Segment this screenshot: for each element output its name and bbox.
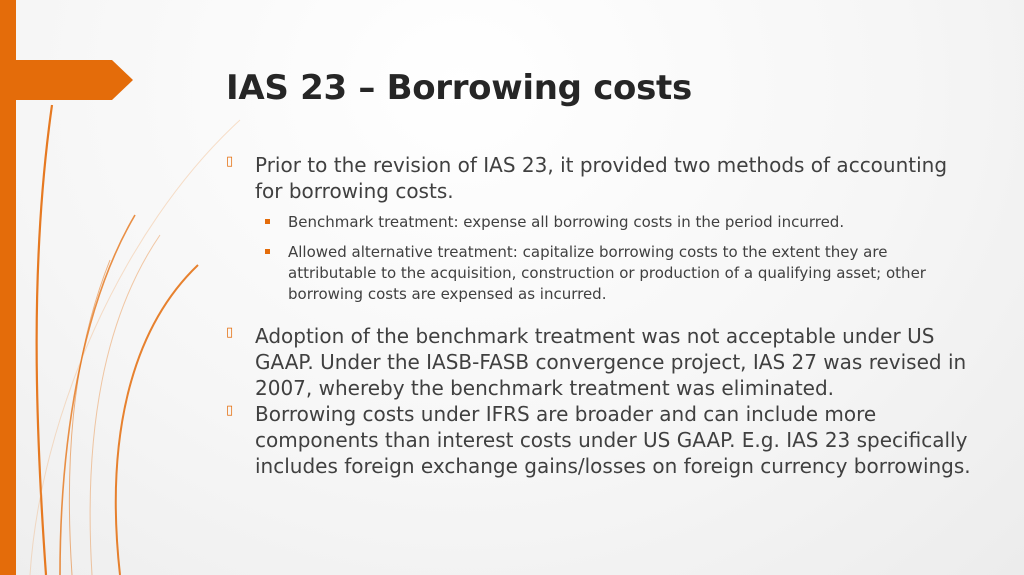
decor-curve-6	[69, 260, 110, 575]
open-box-icon: ▯	[226, 403, 234, 418]
bullet-item	[226, 323, 971, 401]
slide-title: IAS 23 – Borrowing costs	[226, 68, 692, 108]
bullet-list	[226, 152, 971, 479]
sub-bullet-item	[255, 212, 971, 233]
sub-bullet-text: Benchmark treatment: expense all borrowing costs in the period incurred.	[288, 213, 845, 231]
bullet-item	[226, 401, 971, 479]
decor-curve-3	[116, 265, 198, 575]
bullet-item	[226, 152, 971, 204]
bullet-text: Adoption of the benchmark treatment was not acceptable under US GAAP. Under the IASB-FASB convergence project, IAS 27 was revised in 2007, whereby the benchmark treatment was eliminated.	[255, 324, 967, 400]
sub-bullet-list	[226, 212, 971, 305]
open-box-icon: ▯	[226, 325, 234, 340]
small-square-icon	[265, 249, 270, 254]
small-square-icon	[265, 219, 270, 224]
open-box-icon: ▯	[226, 154, 234, 169]
bullet-text: Borrowing costs under IFRS are broader and can include more components than interest costs under US GAAP. E.g. IAS 23 specifically includes foreign exchange gains/losses on foreign currency borrowings.	[255, 402, 971, 478]
sub-bullet-item	[255, 242, 971, 305]
decor-curve-2	[60, 215, 135, 575]
sub-bullet-text: Allowed alternative treatment: capitalize borrowing costs to the extent they are attributable to the acquisition, construction or production of a qualifying asset; other borrowing costs are expensed as incurred.	[288, 243, 926, 303]
title-arrow-tab	[0, 60, 133, 100]
bullet-text: Prior to the revision of IAS 23, it provided two methods of accounting for borrowing costs.	[255, 153, 948, 203]
